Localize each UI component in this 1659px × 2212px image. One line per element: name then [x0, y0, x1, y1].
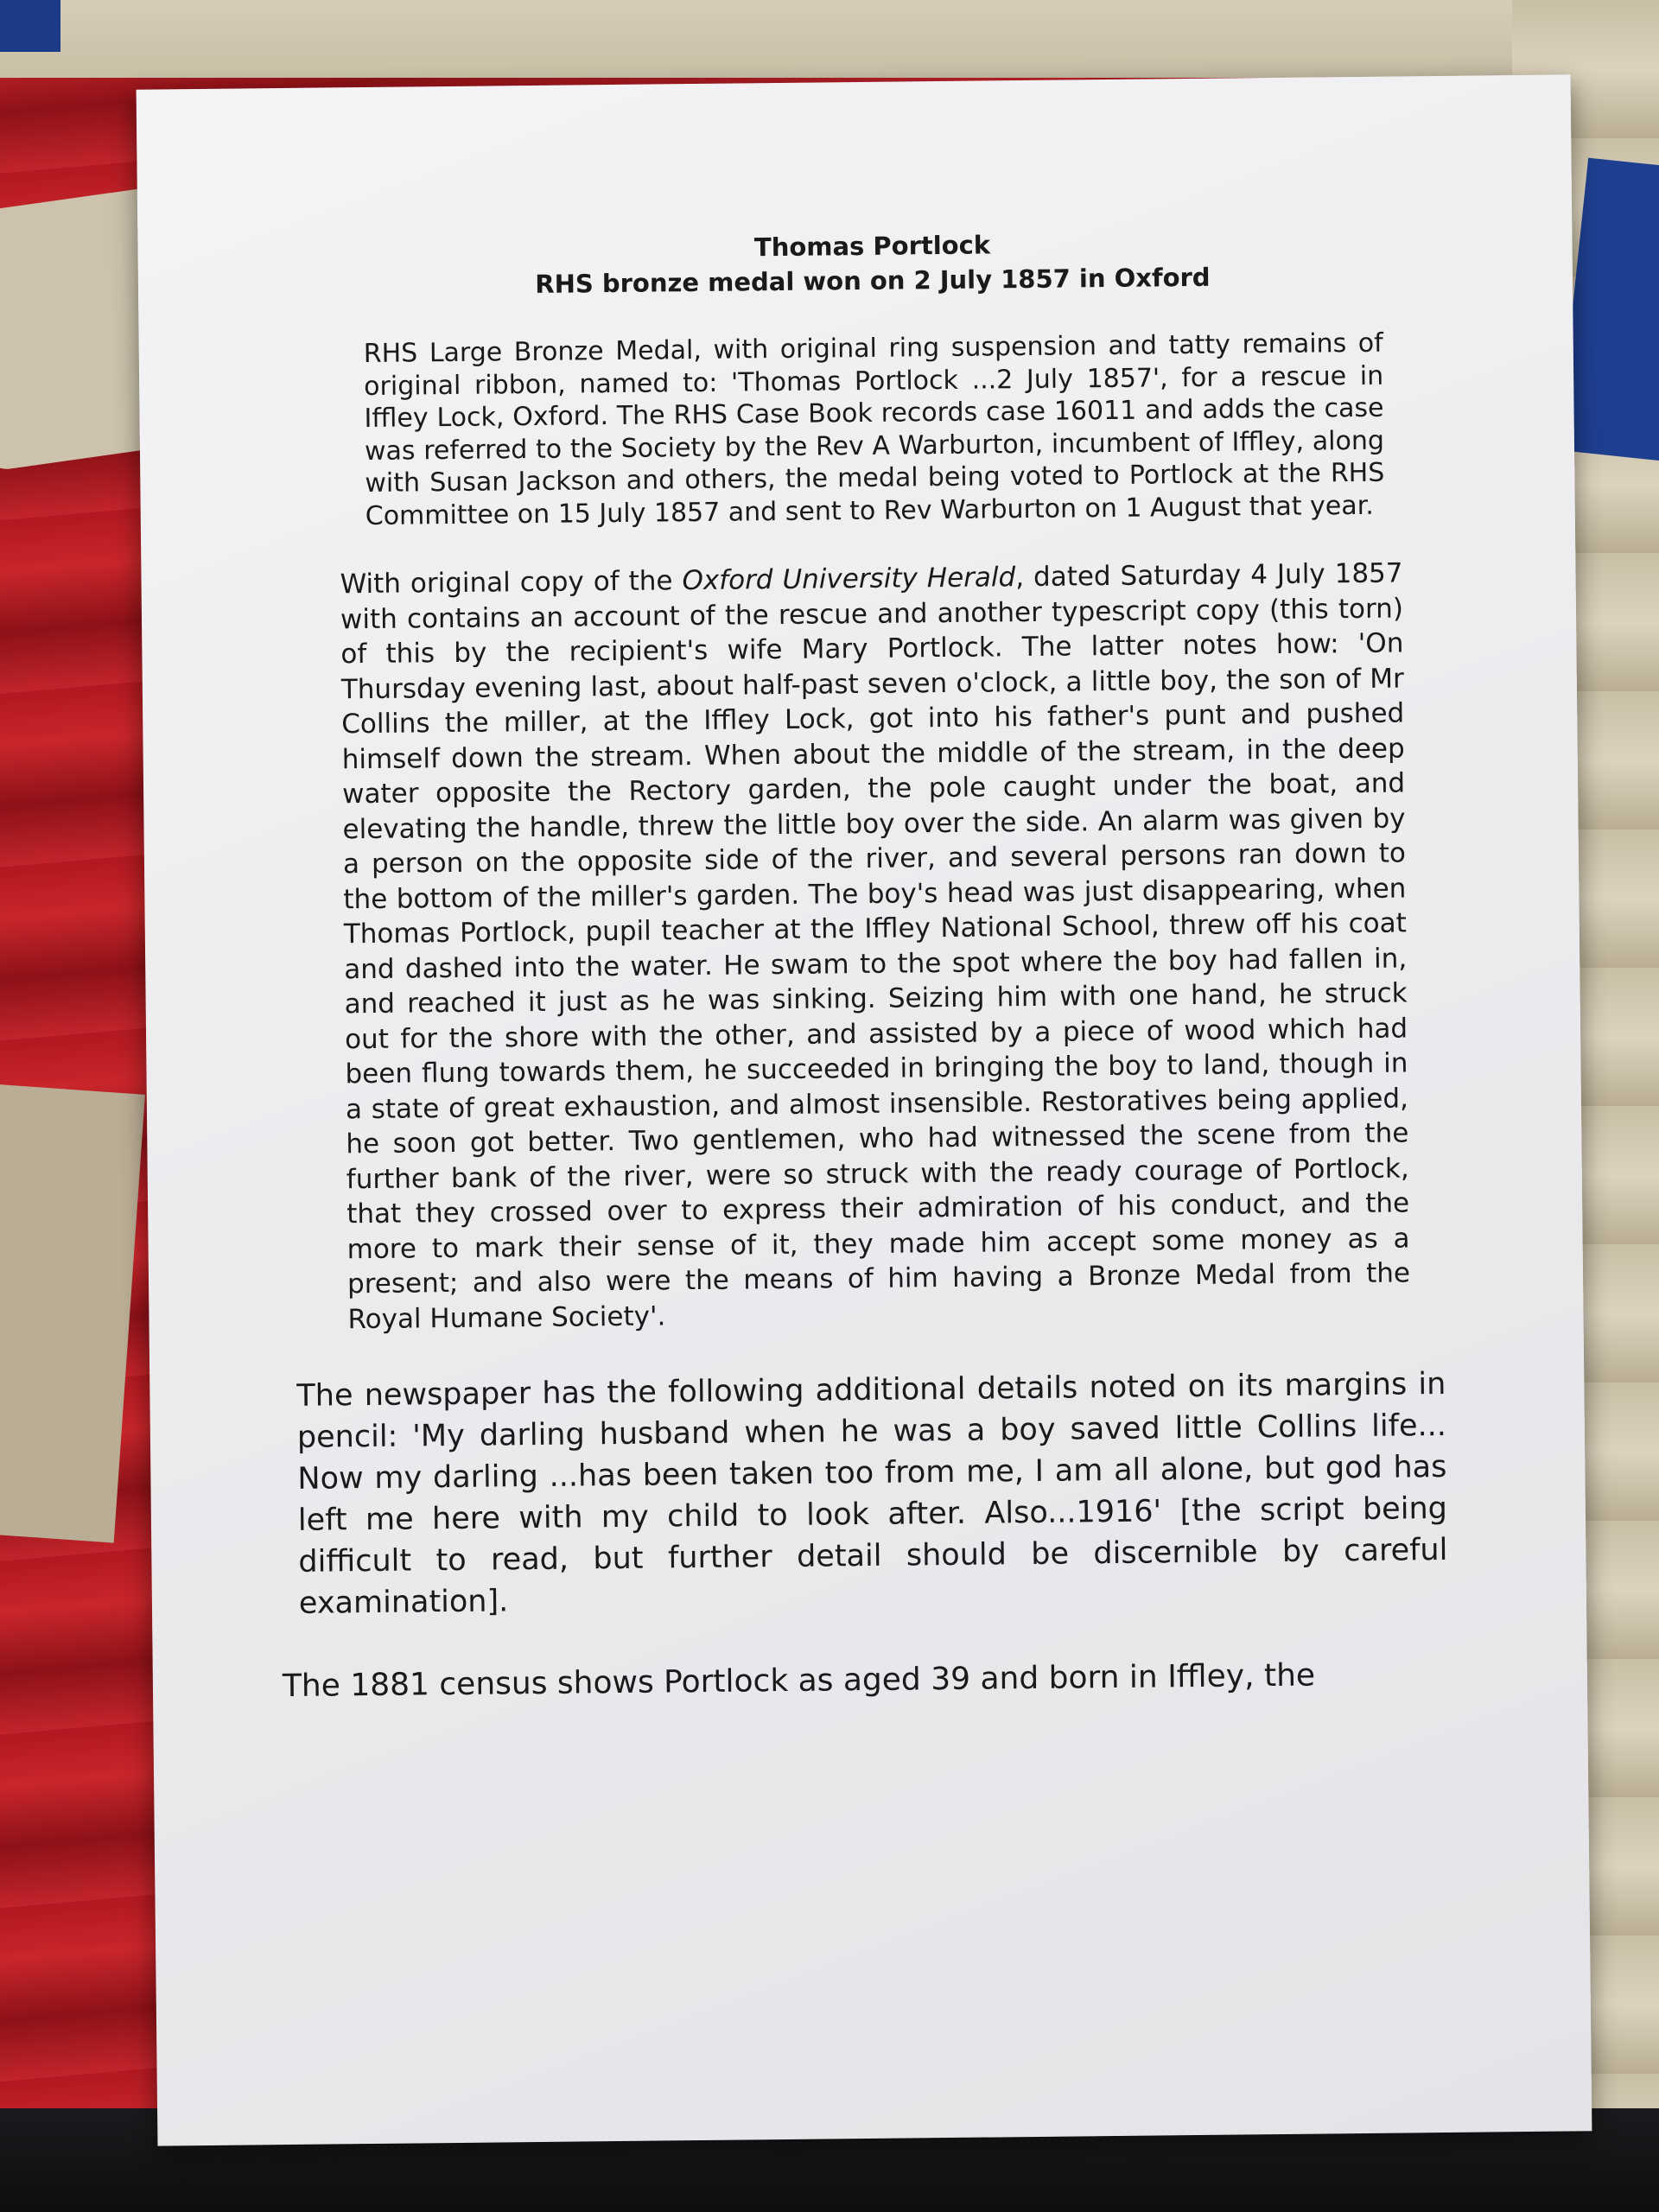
paragraph-newspaper-account: [340, 556, 1410, 1337]
document-subtitle: RHS bronze medal won on 2 July 1857 in Oxford: [535, 262, 1211, 299]
paragraph2-text-rest: , dated Saturday 4 July 1857 with contains an account of the rescue and another typescript copy (this torn) of this by the recipient's wife Mary Portlock. The latter notes how: 'On Thursday evening last, about half-past seven o'clock, a little boy, the son of Mr Collins the miller, at the Iffley Lock, got into his father's punt and pushed himself down the stream. When about the middle of the stream, in the deep water opposite the Rectory garden, the pole caught under the boat, and elevating the handle, threw the little boy over the side. An alarm was given by a person on the opposite side of the river, and several persons ran down to the bottom of the miller's garden. The boy's head was just disappearing, when Thomas Portlock, pupil teacher at the Iffley National School, threw off his coat and dashed into the water. He swam to the spot where the boy had fallen in, and reached it just as he was sinking. Seizing him with one hand, he struck out for the shore with the other, and assisted by a piece of wood which had been flung towards them, he succeeded in bringing the boy to land, though in a state of great exhaustion, and almost insensible. Restoratives being applied, he soon got better. Two gentlemen, who had witnessed the scene from the further bank of the river, were so struck with the ready courage of Portlock, that they crossed over to express their admiration of his conduct, and the more to mark their sense of it, they made him accept some money as a present; and also were the means of him having a Bronze Medal from the Royal Humane Society'.: [340, 557, 1411, 1335]
paper-sheet: [137, 74, 1592, 2145]
title-block: [284, 223, 1460, 304]
document-title: Thomas Portlock: [753, 230, 991, 263]
newspaper-title: Oxford University Herald: [682, 562, 1016, 597]
paragraph2-text-start: With original copy of the: [340, 565, 683, 601]
paragraph-pencil-notes: The newspaper has the following additional details noted on its margins in pencil: 'My darling husband when he was a boy saved little Collins life... Now my darling ...has been taken too from me, I am all alone, but god has left me here with my child to look after. Also...1916' [the script being difficult to read, but further detail should be discernible by careful examination].: [296, 1366, 1448, 1621]
blue-fabric-corner: [0, 0, 60, 52]
cream-fabric-top: [0, 0, 1659, 78]
paragraph-medal-description: RHS Large Bronze Medal, with original ring suspension and tatty remains of original ribbon, named to: 'Thomas Portlock ...2 July 1857', for a rescue in Iffley Lock, Oxford. The RHS Case Book records case 16011 and adds the case was referred to the Society by the Rev A Warburton, incumbent of Iffley, along with Susan Jackson and others, the medal being voted to Portlock at the RHS Committee on 15 July 1857 and sent to Rev Warburton on 1 August that year.: [363, 327, 1385, 531]
paragraph-census: The 1881 census shows Portlock as aged 39 and born in Iffley, the: [282, 1657, 1316, 1705]
document-content: [232, 223, 1475, 1708]
